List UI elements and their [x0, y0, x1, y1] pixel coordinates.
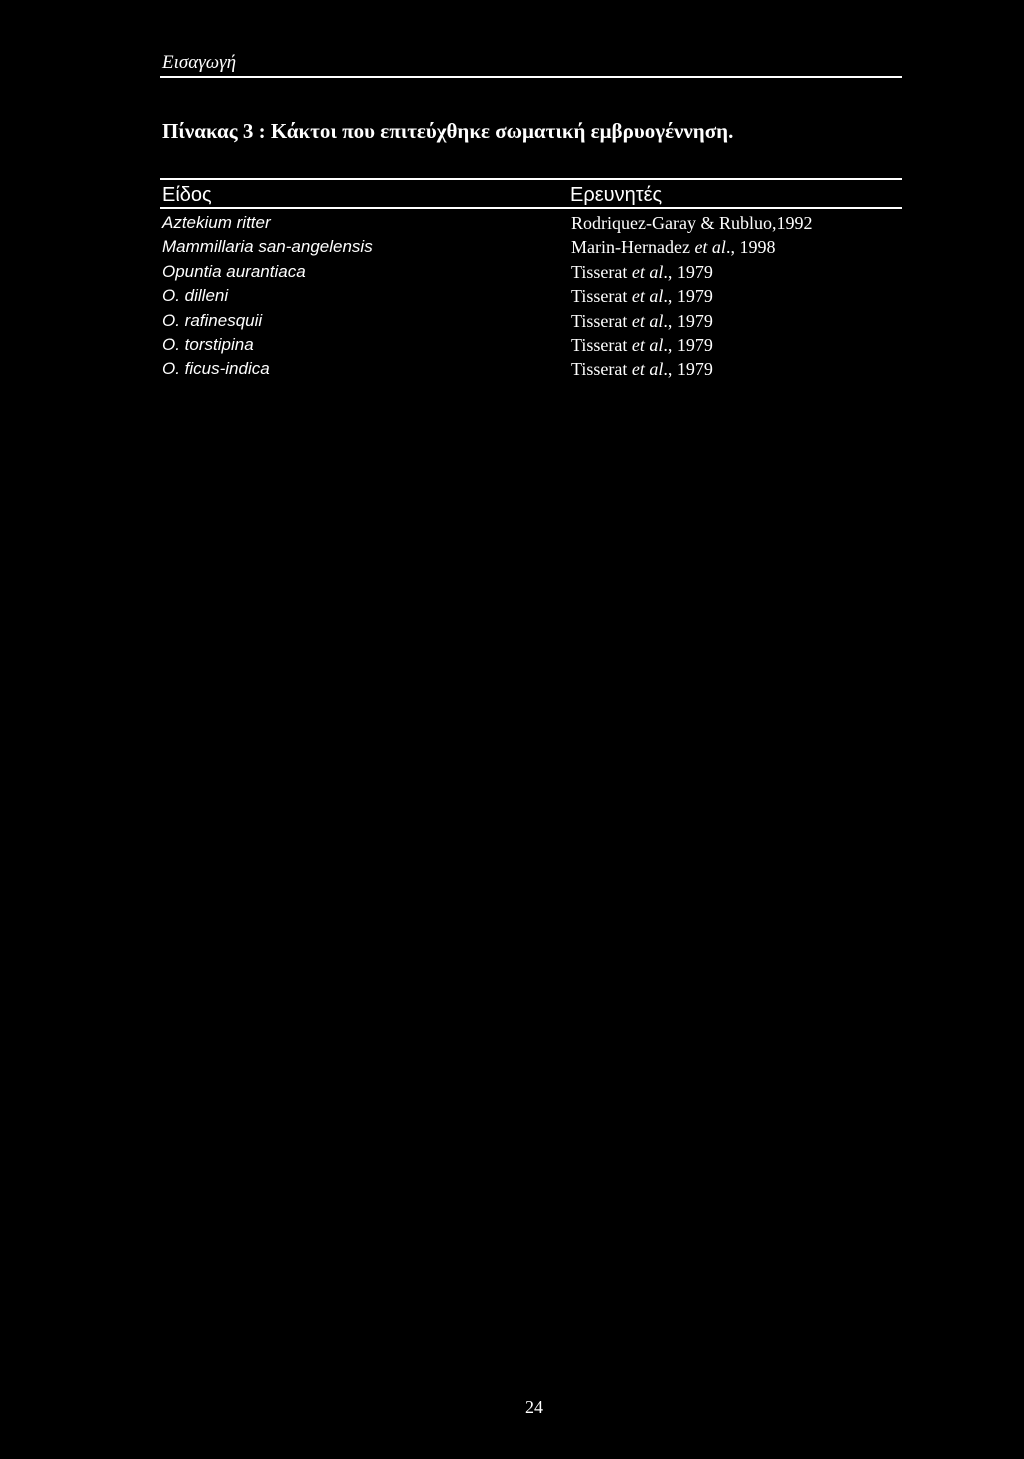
et-al: et al — [631, 286, 664, 307]
table-row — [0, 211, 1024, 235]
researcher-cell — [571, 235, 775, 259]
column-header-species: Είδος — [162, 184, 212, 206]
et-al: et al — [631, 359, 664, 380]
species-cell: O. torstipina — [162, 334, 254, 354]
table-row — [0, 357, 1024, 381]
researcher-name: Tisserat — [571, 359, 632, 380]
et-al: et al — [694, 237, 726, 258]
researcher-name: Tisserat — [571, 261, 632, 282]
running-header: Εισαγωγή — [162, 52, 237, 73]
et-al: et al — [631, 334, 664, 355]
species-cell: Mammillaria san-angelensis — [162, 237, 373, 257]
species-cell: O. dilleni — [162, 286, 229, 306]
species-cell: O. ficus-indica — [162, 359, 270, 379]
page-number: 24 — [525, 1397, 543, 1417]
et-al: et al — [631, 261, 664, 282]
species-cell: Opuntia aurantiaca — [162, 261, 306, 281]
researcher-name: Rodriquez-Garay & Rubluo,1992 — [571, 213, 813, 233]
researcher-year: ., 1998 — [725, 237, 776, 258]
table-row — [0, 309, 1024, 333]
researcher-name: Tisserat — [571, 286, 632, 307]
researcher-cell — [571, 211, 812, 235]
researcher-cell — [571, 284, 713, 308]
table-row — [0, 260, 1024, 284]
et-al: et al — [631, 310, 664, 331]
table-row — [0, 333, 1024, 357]
researcher-name: Tisserat — [571, 310, 632, 331]
table-row — [0, 235, 1024, 259]
researcher-year: ., 1979 — [663, 286, 713, 307]
researcher-cell — [571, 260, 713, 284]
table-header-rule — [160, 207, 902, 209]
researcher-cell — [571, 309, 713, 333]
researcher-cell — [571, 357, 713, 381]
researcher-year: ., 1979 — [663, 334, 713, 355]
researcher-year: ., 1979 — [663, 310, 713, 331]
researcher-year: ., 1979 — [663, 261, 713, 282]
table-caption: Πίνακας 3 : Κάκτοι που επιτεύχθηκε σωματική εμβρυογέννηση. — [162, 119, 734, 143]
header-rule — [160, 76, 902, 78]
table-top-rule — [160, 178, 902, 180]
researcher-name: Marin-Hernadez — [571, 237, 695, 258]
table-row — [0, 284, 1024, 308]
researcher-cell — [571, 333, 713, 357]
table-body — [0, 211, 1024, 382]
researcher-year: ., 1979 — [663, 359, 713, 380]
column-header-researchers: Ερευνητές — [570, 184, 663, 206]
researcher-name: Tisserat — [571, 334, 632, 355]
species-cell: O. rafinesquii — [162, 310, 263, 330]
species-cell: Aztekium ritter — [162, 213, 271, 232]
